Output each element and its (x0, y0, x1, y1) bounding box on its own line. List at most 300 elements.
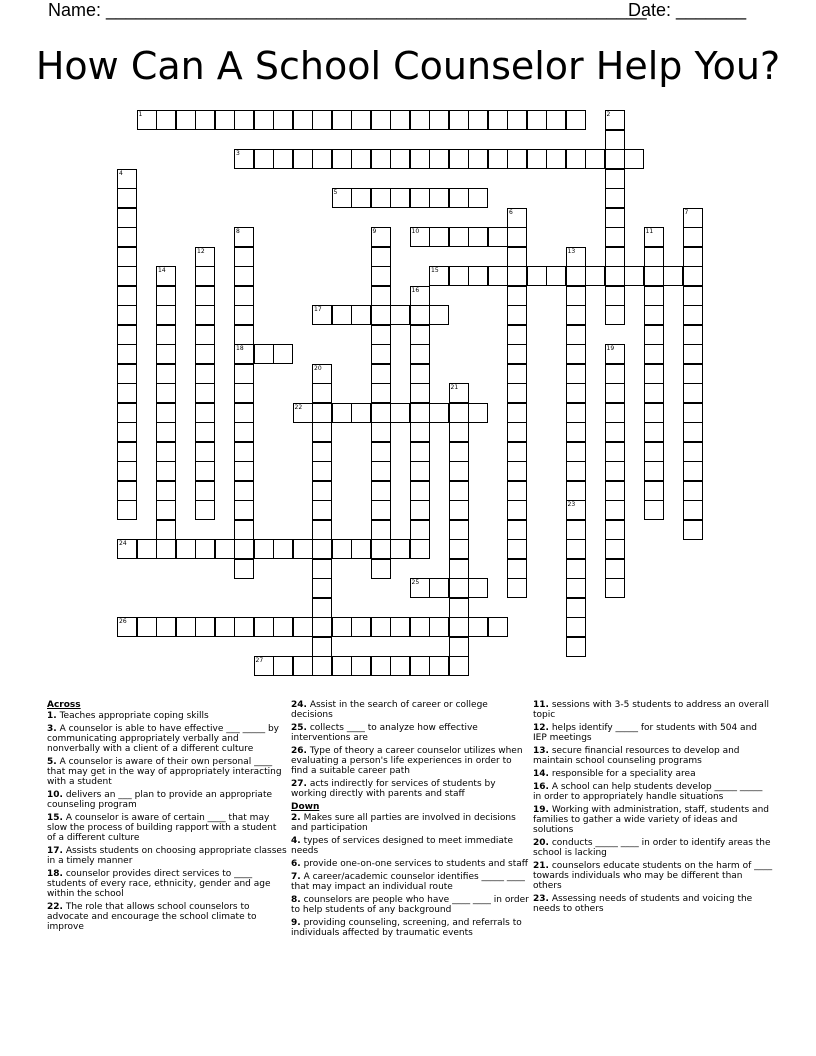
grid-cell[interactable] (312, 617, 332, 637)
grid-cell[interactable] (605, 520, 625, 540)
grid-cell[interactable] (566, 520, 586, 540)
grid-cell[interactable] (390, 149, 410, 169)
grid-cell[interactable] (449, 403, 469, 423)
grid-cell[interactable] (683, 286, 703, 306)
grid-cell[interactable] (117, 247, 137, 267)
grid-cell[interactable] (605, 539, 625, 559)
grid-cell[interactable] (566, 559, 586, 579)
grid-cell[interactable] (371, 500, 391, 520)
grid-cell[interactable] (566, 578, 586, 598)
grid-cell[interactable] (683, 481, 703, 501)
grid-cell[interactable] (410, 305, 430, 325)
grid-cell[interactable] (527, 110, 547, 130)
grid-cell[interactable] (429, 188, 449, 208)
grid-cell[interactable] (234, 442, 254, 462)
grid-cell[interactable] (371, 442, 391, 462)
grid-cell[interactable] (156, 422, 176, 442)
grid-cell[interactable] (371, 520, 391, 540)
grid-cell[interactable] (293, 656, 313, 676)
grid-cell[interactable] (254, 344, 274, 364)
grid-cell[interactable] (371, 344, 391, 364)
grid-cell[interactable] (195, 500, 215, 520)
grid-cell[interactable] (234, 247, 254, 267)
grid-cell[interactable] (156, 539, 176, 559)
grid-cell[interactable] (507, 247, 527, 267)
grid-cell[interactable] (390, 617, 410, 637)
grid-cell[interactable] (644, 383, 664, 403)
grid-cell[interactable] (156, 481, 176, 501)
grid-cell[interactable] (234, 461, 254, 481)
grid-cell[interactable] (195, 344, 215, 364)
grid-cell[interactable] (351, 617, 371, 637)
grid-cell[interactable] (683, 442, 703, 462)
grid-cell[interactable] (683, 247, 703, 267)
grid-cell[interactable] (312, 149, 332, 169)
grid-cell[interactable] (468, 266, 488, 286)
grid-cell[interactable] (234, 539, 254, 559)
grid-cell[interactable] (410, 539, 430, 559)
grid-cell[interactable] (312, 656, 332, 676)
grid-cell[interactable] (449, 559, 469, 579)
grid-cell[interactable] (195, 617, 215, 637)
grid-cell[interactable] (117, 481, 137, 501)
grid-cell[interactable] (449, 500, 469, 520)
grid-cell[interactable] (546, 266, 566, 286)
grid-cell[interactable] (156, 520, 176, 540)
grid-cell[interactable] (644, 461, 664, 481)
grid-cell[interactable] (254, 617, 274, 637)
grid-cell[interactable] (566, 403, 586, 423)
grid-cell[interactable] (117, 305, 137, 325)
grid-cell[interactable] (410, 383, 430, 403)
grid-cell[interactable] (605, 442, 625, 462)
grid-cell[interactable] (507, 344, 527, 364)
grid-cell[interactable] (156, 364, 176, 384)
grid-cell[interactable] (605, 364, 625, 384)
grid-cell[interactable] (117, 325, 137, 345)
grid-cell[interactable] (449, 422, 469, 442)
grid-cell[interactable] (507, 286, 527, 306)
grid-cell[interactable] (410, 481, 430, 501)
grid-cell[interactable] (429, 617, 449, 637)
grid-cell[interactable] (156, 325, 176, 345)
grid-cell[interactable] (234, 422, 254, 442)
grid-cell[interactable] (644, 403, 664, 423)
grid-cell[interactable] (117, 500, 137, 520)
grid-cell[interactable] (507, 578, 527, 598)
grid-cell[interactable] (351, 539, 371, 559)
grid-cell[interactable] (371, 559, 391, 579)
grid-cell[interactable] (605, 130, 625, 150)
grid-cell[interactable] (605, 500, 625, 520)
grid-cell[interactable] (195, 286, 215, 306)
grid-cell[interactable] (371, 656, 391, 676)
grid-cell[interactable] (507, 442, 527, 462)
grid-cell[interactable] (644, 344, 664, 364)
grid-cell[interactable] (293, 110, 313, 130)
grid-cell[interactable] (605, 461, 625, 481)
grid-cell[interactable] (605, 149, 625, 169)
grid-cell[interactable] (195, 383, 215, 403)
grid-cell[interactable] (429, 305, 449, 325)
grid-cell[interactable] (156, 110, 176, 130)
grid-cell[interactable] (312, 422, 332, 442)
grid-cell[interactable] (605, 286, 625, 306)
grid-cell[interactable] (449, 442, 469, 462)
grid-cell[interactable] (605, 481, 625, 501)
grid-cell[interactable] (312, 637, 332, 657)
grid-cell[interactable] (390, 110, 410, 130)
grid-cell[interactable] (566, 149, 586, 169)
grid-cell[interactable] (234, 286, 254, 306)
grid-cell[interactable] (234, 266, 254, 286)
grid-cell[interactable] (566, 539, 586, 559)
grid-cell[interactable] (156, 617, 176, 637)
grid-cell[interactable] (332, 539, 352, 559)
grid-cell[interactable] (605, 305, 625, 325)
grid-cell[interactable] (156, 461, 176, 481)
grid-cell[interactable] (683, 383, 703, 403)
grid-cell[interactable] (195, 461, 215, 481)
grid-cell[interactable] (488, 266, 508, 286)
grid-cell[interactable] (546, 149, 566, 169)
grid-cell[interactable] (429, 110, 449, 130)
grid-cell[interactable] (507, 305, 527, 325)
grid-cell[interactable] (273, 617, 293, 637)
grid-cell[interactable] (371, 325, 391, 345)
grid-cell[interactable] (566, 305, 586, 325)
grid-cell[interactable] (683, 500, 703, 520)
grid-cell[interactable] (195, 422, 215, 442)
grid-cell[interactable] (351, 403, 371, 423)
grid-cell[interactable] (371, 383, 391, 403)
grid-cell[interactable] (410, 656, 430, 676)
grid-cell[interactable] (312, 500, 332, 520)
grid-cell[interactable] (429, 149, 449, 169)
grid-cell[interactable] (312, 383, 332, 403)
grid-cell[interactable] (488, 227, 508, 247)
grid-cell[interactable] (644, 247, 664, 267)
grid-cell[interactable] (429, 403, 449, 423)
grid-cell[interactable] (449, 149, 469, 169)
grid-cell[interactable] (234, 617, 254, 637)
grid-cell[interactable] (371, 403, 391, 423)
grid-cell[interactable] (312, 481, 332, 501)
grid-cell[interactable] (176, 110, 196, 130)
grid-cell[interactable] (234, 481, 254, 501)
grid-cell[interactable] (449, 617, 469, 637)
grid-cell[interactable] (332, 110, 352, 130)
grid-cell[interactable] (195, 539, 215, 559)
grid-cell[interactable] (234, 325, 254, 345)
grid-cell[interactable] (585, 266, 605, 286)
grid-cell[interactable] (371, 247, 391, 267)
grid-cell[interactable] (410, 422, 430, 442)
grid-cell[interactable] (566, 110, 586, 130)
grid-cell[interactable] (605, 188, 625, 208)
grid-cell[interactable] (468, 578, 488, 598)
grid-cell[interactable] (195, 110, 215, 130)
grid-cell[interactable] (234, 383, 254, 403)
grid-cell[interactable] (683, 364, 703, 384)
grid-cell[interactable] (195, 364, 215, 384)
grid-cell[interactable] (644, 422, 664, 442)
grid-cell[interactable] (371, 188, 391, 208)
grid-cell[interactable] (507, 325, 527, 345)
grid-cell[interactable] (429, 656, 449, 676)
grid-cell[interactable] (566, 481, 586, 501)
grid-cell[interactable] (371, 481, 391, 501)
name-field[interactable]: Name: ______________________________________________________ (48, 0, 647, 20)
grid-cell[interactable] (371, 266, 391, 286)
grid-cell[interactable] (624, 266, 644, 286)
grid-cell[interactable] (117, 227, 137, 247)
grid-cell[interactable] (156, 305, 176, 325)
grid-cell[interactable] (390, 305, 410, 325)
grid-cell[interactable] (449, 461, 469, 481)
grid-cell[interactable] (117, 208, 137, 228)
grid-cell[interactable] (605, 227, 625, 247)
grid-cell[interactable] (410, 403, 430, 423)
grid-cell[interactable] (117, 422, 137, 442)
grid-cell[interactable] (507, 227, 527, 247)
grid-cell[interactable] (390, 403, 410, 423)
grid-cell[interactable] (507, 461, 527, 481)
grid-cell[interactable] (449, 110, 469, 130)
grid-cell[interactable] (273, 149, 293, 169)
grid-cell[interactable] (644, 364, 664, 384)
grid-cell[interactable] (566, 344, 586, 364)
grid-cell[interactable] (351, 305, 371, 325)
grid-cell[interactable] (644, 325, 664, 345)
grid-cell[interactable] (468, 617, 488, 637)
grid-cell[interactable] (605, 578, 625, 598)
grid-cell[interactable] (468, 149, 488, 169)
grid-cell[interactable] (371, 461, 391, 481)
grid-cell[interactable] (507, 539, 527, 559)
grid-cell[interactable] (312, 442, 332, 462)
grid-cell[interactable] (644, 481, 664, 501)
grid-cell[interactable] (390, 188, 410, 208)
grid-cell[interactable] (332, 149, 352, 169)
grid-cell[interactable] (449, 539, 469, 559)
grid-cell[interactable] (644, 442, 664, 462)
grid-cell[interactable] (605, 559, 625, 579)
grid-cell[interactable] (332, 403, 352, 423)
grid-cell[interactable] (624, 149, 644, 169)
grid-cell[interactable] (410, 500, 430, 520)
grid-cell[interactable] (644, 266, 664, 286)
grid-cell[interactable] (371, 422, 391, 442)
grid-cell[interactable] (410, 617, 430, 637)
grid-cell[interactable] (468, 188, 488, 208)
grid-cell[interactable] (195, 266, 215, 286)
grid-cell[interactable] (215, 110, 235, 130)
grid-cell[interactable] (449, 520, 469, 540)
grid-cell[interactable] (683, 520, 703, 540)
grid-cell[interactable] (254, 149, 274, 169)
grid-cell[interactable] (312, 578, 332, 598)
grid-cell[interactable] (429, 578, 449, 598)
grid-cell[interactable] (371, 364, 391, 384)
grid-cell[interactable] (663, 266, 683, 286)
grid-cell[interactable] (507, 383, 527, 403)
grid-cell[interactable] (449, 656, 469, 676)
grid-cell[interactable] (683, 305, 703, 325)
grid-cell[interactable] (351, 110, 371, 130)
grid-cell[interactable] (566, 637, 586, 657)
grid-cell[interactable] (390, 539, 410, 559)
grid-cell[interactable] (507, 266, 527, 286)
grid-cell[interactable] (371, 286, 391, 306)
grid-cell[interactable] (468, 110, 488, 130)
grid-cell[interactable] (566, 461, 586, 481)
grid-cell[interactable] (332, 617, 352, 637)
grid-cell[interactable] (644, 286, 664, 306)
grid-cell[interactable] (371, 149, 391, 169)
grid-cell[interactable] (507, 110, 527, 130)
grid-cell[interactable] (507, 149, 527, 169)
grid-cell[interactable] (449, 637, 469, 657)
grid-cell[interactable] (449, 227, 469, 247)
grid-cell[interactable] (566, 422, 586, 442)
grid-cell[interactable] (156, 442, 176, 462)
grid-cell[interactable] (371, 110, 391, 130)
grid-cell[interactable] (312, 559, 332, 579)
grid-cell[interactable] (644, 500, 664, 520)
grid-cell[interactable] (273, 110, 293, 130)
grid-cell[interactable] (410, 520, 430, 540)
grid-cell[interactable] (410, 461, 430, 481)
grid-cell[interactable] (117, 286, 137, 306)
grid-cell[interactable] (351, 188, 371, 208)
grid-cell[interactable] (234, 305, 254, 325)
grid-cell[interactable] (254, 539, 274, 559)
grid-cell[interactable] (273, 344, 293, 364)
grid-cell[interactable] (683, 344, 703, 364)
grid-cell[interactable] (449, 481, 469, 501)
grid-cell[interactable] (351, 656, 371, 676)
grid-cell[interactable] (410, 188, 430, 208)
grid-cell[interactable] (605, 422, 625, 442)
grid-cell[interactable] (293, 617, 313, 637)
grid-cell[interactable] (312, 461, 332, 481)
grid-cell[interactable] (410, 344, 430, 364)
date-field[interactable]: Date: _______ (628, 0, 747, 20)
grid-cell[interactable] (215, 539, 235, 559)
grid-cell[interactable] (156, 286, 176, 306)
grid-cell[interactable] (312, 598, 332, 618)
grid-cell[interactable] (468, 403, 488, 423)
grid-cell[interactable] (293, 539, 313, 559)
grid-cell[interactable] (156, 403, 176, 423)
grid-cell[interactable] (449, 266, 469, 286)
grid-cell[interactable] (195, 442, 215, 462)
grid-cell[interactable] (605, 403, 625, 423)
grid-cell[interactable] (156, 344, 176, 364)
grid-cell[interactable] (195, 325, 215, 345)
grid-cell[interactable] (585, 149, 605, 169)
grid-cell[interactable] (605, 266, 625, 286)
grid-cell[interactable] (156, 383, 176, 403)
grid-cell[interactable] (371, 305, 391, 325)
grid-cell[interactable] (507, 481, 527, 501)
grid-cell[interactable] (273, 656, 293, 676)
grid-cell[interactable] (254, 110, 274, 130)
grid-cell[interactable] (566, 598, 586, 618)
grid-cell[interactable] (234, 110, 254, 130)
grid-cell[interactable] (683, 227, 703, 247)
grid-cell[interactable] (117, 364, 137, 384)
grid-cell[interactable] (234, 500, 254, 520)
grid-cell[interactable] (312, 110, 332, 130)
grid-cell[interactable] (410, 442, 430, 462)
grid-cell[interactable] (234, 559, 254, 579)
grid-cell[interactable] (117, 344, 137, 364)
grid-cell[interactable] (312, 403, 332, 423)
grid-cell[interactable] (410, 325, 430, 345)
grid-cell[interactable] (566, 286, 586, 306)
grid-cell[interactable] (371, 617, 391, 637)
grid-cell[interactable] (449, 188, 469, 208)
grid-cell[interactable] (371, 539, 391, 559)
grid-cell[interactable] (507, 500, 527, 520)
grid-cell[interactable] (566, 325, 586, 345)
grid-cell[interactable] (546, 110, 566, 130)
grid-cell[interactable] (507, 520, 527, 540)
grid-cell[interactable] (683, 422, 703, 442)
grid-cell[interactable] (605, 169, 625, 189)
grid-cell[interactable] (566, 442, 586, 462)
grid-cell[interactable] (488, 149, 508, 169)
grid-cell[interactable] (527, 266, 547, 286)
grid-cell[interactable] (605, 208, 625, 228)
grid-cell[interactable] (137, 539, 157, 559)
grid-cell[interactable] (566, 383, 586, 403)
grid-cell[interactable] (234, 403, 254, 423)
grid-cell[interactable] (449, 598, 469, 618)
grid-cell[interactable] (332, 305, 352, 325)
grid-cell[interactable] (683, 266, 703, 286)
grid-cell[interactable] (507, 364, 527, 384)
grid-cell[interactable] (332, 656, 352, 676)
grid-cell[interactable] (293, 149, 313, 169)
grid-cell[interactable] (195, 481, 215, 501)
grid-cell[interactable] (429, 227, 449, 247)
grid-cell[interactable] (507, 422, 527, 442)
grid-cell[interactable] (410, 364, 430, 384)
grid-cell[interactable] (117, 266, 137, 286)
grid-cell[interactable] (468, 227, 488, 247)
grid-cell[interactable] (215, 617, 235, 637)
grid-cell[interactable] (683, 461, 703, 481)
grid-cell[interactable] (351, 149, 371, 169)
grid-cell[interactable] (117, 188, 137, 208)
grid-cell[interactable] (410, 149, 430, 169)
grid-cell[interactable] (683, 325, 703, 345)
grid-cell[interactable] (195, 403, 215, 423)
grid-cell[interactable] (234, 364, 254, 384)
grid-cell[interactable] (566, 617, 586, 637)
grid-cell[interactable] (137, 617, 157, 637)
grid-cell[interactable] (312, 539, 332, 559)
grid-cell[interactable] (449, 578, 469, 598)
grid-cell[interactable] (176, 539, 196, 559)
grid-cell[interactable] (312, 520, 332, 540)
grid-cell[interactable] (195, 305, 215, 325)
grid-cell[interactable] (176, 617, 196, 637)
grid-cell[interactable] (605, 383, 625, 403)
